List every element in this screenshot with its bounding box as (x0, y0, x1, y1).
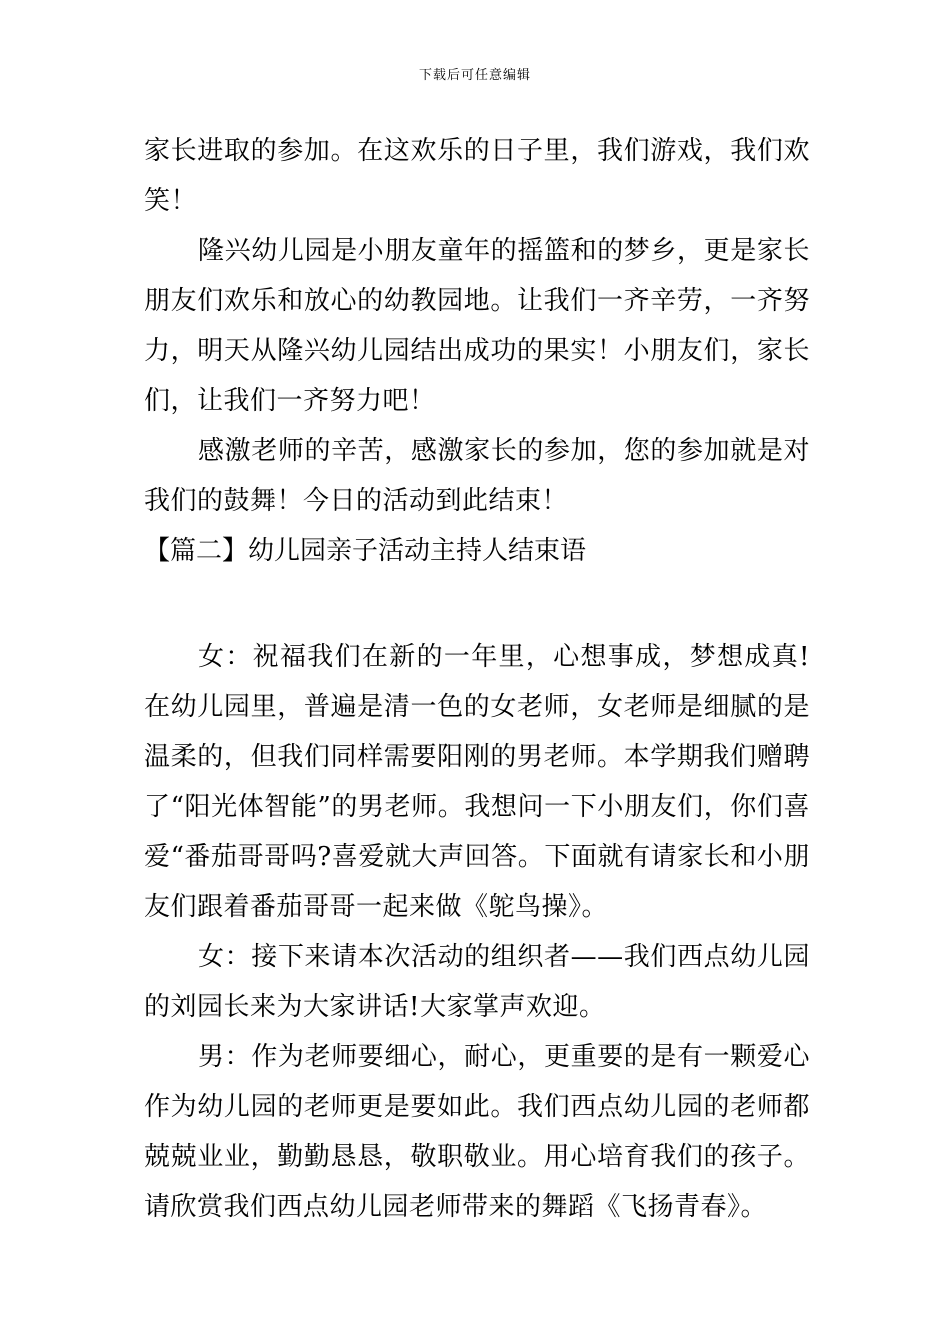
spacer (144, 576, 810, 632)
section-heading: 【篇二】幼儿园亲子活动主持人结束语 (144, 536, 587, 566)
paragraph-male-host: 男：作为老师要细心，耐心，更重要的是有一颗爱心作为幼儿园的老师更是要如此。我们西点幼儿园的老师都兢兢业业，勤勤恳恳，敬职敬业。用心培育我们的孩子。请欣赏我们西点幼儿园老师带来的舞蹈《飞扬青春》。 (144, 1042, 810, 1222)
paragraph-kindergarten: 隆兴幼儿园是小朋友童年的摇篮和的梦乡，更是家长朋友们欢乐和放心的幼教园地。让我们一齐辛劳，一齐努力，明天从隆兴幼儿园结出成功的果实！小朋友们，家长们，让我们一齐努力吧！ (144, 236, 810, 416)
document-body (144, 126, 810, 1232)
page-header: 下载后可任意编辑 (418, 68, 531, 83)
paragraph-female-host-1: 女：祝福我们在新的一年里，心想事成，梦想成真!在幼儿园里，普遍是清一色的女老师，女老师是细腻的是温柔的，但我们同样需要阳刚的男老师。本学期我们赠聘了“阳光体智能”的男老师。我想问一下小朋友们，你们喜爱“番茄哥哥吗?喜爱就大声回答。下面就有请家长和小朋友们跟着番茄哥哥一起来做《鸵鸟操》。 (144, 642, 810, 922)
paragraph-female-host-2: 女：接下来请本次活动的组织者——我们西点幼儿园的刘园长来为大家讲话!大家掌声欢迎。 (144, 942, 810, 1022)
paragraph-thanks: 感激老师的辛苦，感激家长的参加，您的参加就是对我们的鼓舞！今日的活动到此结束！ (144, 436, 810, 516)
paragraph-continuation: 家长进取的参加。在这欢乐的日子里，我们游戏，我们欢笑！ (144, 136, 810, 216)
